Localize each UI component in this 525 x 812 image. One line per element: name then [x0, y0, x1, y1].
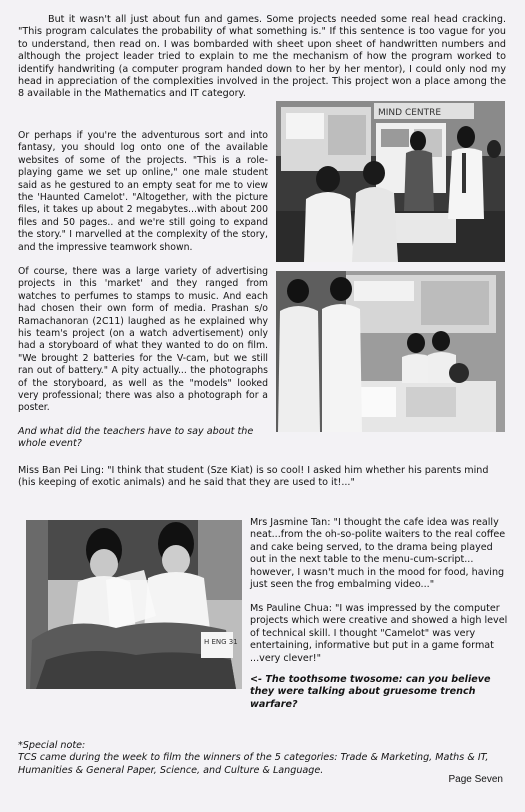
teacher-quote-chua: Ms Pauline Chua: "I was impressed by the computer projects which were creative and showed a high level of technical skill. I thought "Camelot" was very entertaining, informative but put in a game format ...very clever!"	[250, 603, 508, 664]
toothsome-twosome-photo	[26, 520, 242, 689]
intro-paragraph: But it wasn't all just about fun and games. Some projects needed some real head cracking. "This program calculates the probability of what something is." If this sentence is too vague for you to understand, then read on. I was bombarded with sheet upon sheet of handwritten numbers and although the project leader tried to explain to me the mechanism of how the program worked to identify handwriting (a computer program handed down to her by her mentor), I could only nod my head in appreciation of the complexities involved in the project. This project won a place among the 8 available in the Mathematics and IT category.	[18, 14, 506, 100]
camelot-paragraph: Or perhaps if you're the adventurous sort and into fantasy, you should log onto one of the available websites of some of the projects. "This is a role-playing game we set up online," one male student said as he gestured to an empty seat for me to view the 'Haunted Camelot'. "Altogether, with the picture files, it takes up about 2 megabytes...with about 200 files and 50 pages.. and we're still going to expand the story." I marvelled at the complexity of the story, and the impressive teamwork shown.	[18, 130, 268, 253]
exhibit-sign-text: MIND CENTRE	[378, 108, 442, 118]
special-note-title: *Special note:	[18, 740, 86, 751]
special-note-body: TCS came during the week to film the winners of the 5 categories: Trade & Marketing, Maths & IT, Humanities & General Paper, Science, and Culture & Language.	[18, 752, 489, 776]
special-note	[18, 740, 508, 777]
teacher-quote-ban: Miss Ban Pei Ling: "I think that student (Sze Kiat) is so cool! I asked him whether his parents mind (his keeping of exotic animals) and he said that they are used to it!..."	[18, 465, 489, 489]
page-number: Page Seven	[448, 774, 503, 785]
photo-caption: <- The toothsome twosome: can you believe they were talking about gruesome trench warfare?	[250, 674, 491, 710]
bleed-through-text	[18, 700, 243, 712]
teachers-question: And what did the teachers have to say about the whole event?	[18, 426, 254, 450]
advertising-paragraph: Of course, there was a large variety of advertising projects in this 'market' and they ranged from watches to perfumes to stamps to music. And each had chosen their own form of media. Prashan s/o Ramachanoran (2C11) laughed as he explained why his team's project (on a watch advertisement) only had a storyboard of what they wanted to do on film. "We brought 2 batteries for the V-cam, but we still ran out of battery." A pity actually... the photographs of the storyboard, as well as the "models" looked very professional; there was also a photograph for a poster.	[18, 266, 268, 414]
students-display-photo	[276, 271, 505, 432]
teacher-quote-tan: Mrs Jasmine Tan: "I thought the cafe idea was really neat...from the oh-so-polite waiters to the real coffee and cake being served, to the drama being played out in the next table to the menu-cum-script... however, I wasn't much in the mood for food, having just seen the frog embalming video..."	[250, 517, 506, 591]
exhibition-hall-photo	[276, 101, 505, 262]
photo-tag-text: H ENG 31	[204, 638, 238, 646]
